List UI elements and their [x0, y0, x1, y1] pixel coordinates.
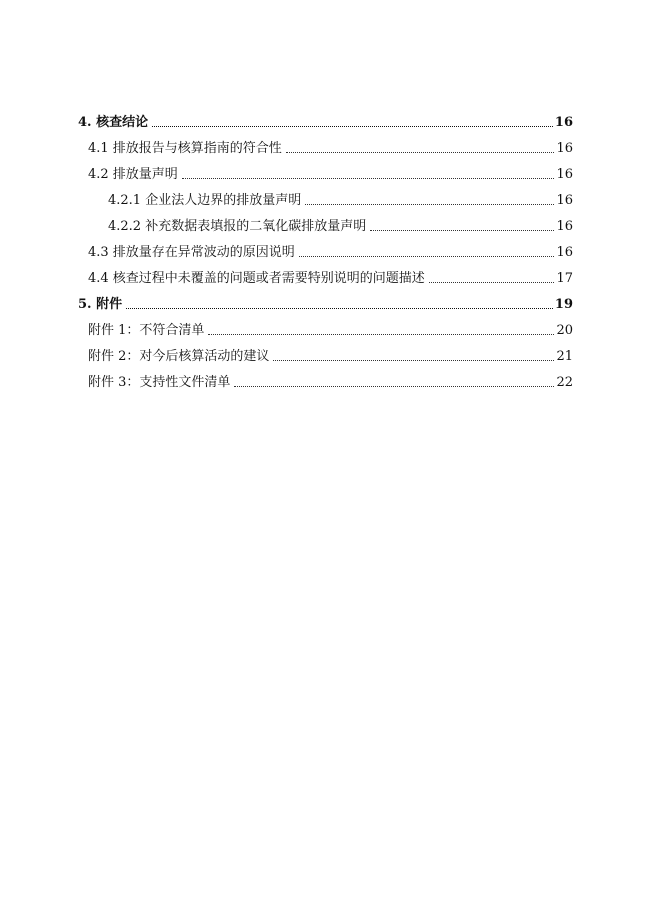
toc-entry-appendix-3[interactable]: [76, 365, 573, 391]
toc-dot-leader: [299, 255, 555, 257]
toc-entry-4-2[interactable]: [76, 157, 573, 183]
toc-entry-4-3[interactable]: [76, 235, 573, 261]
toc-entry-title: 4.2 排放量声明: [88, 167, 178, 182]
toc-page-number: 21: [556, 349, 573, 364]
toc-page-number: 17: [556, 271, 573, 286]
toc-entry-4-4[interactable]: [76, 261, 573, 287]
toc-entry-title: 4.1 排放报告与核算指南的符合性: [88, 141, 282, 156]
toc-entry-title: 5. 附件: [78, 297, 123, 312]
toc-entry-title: 附件 1：不符合清单: [88, 323, 205, 338]
toc-dot-leader: [182, 177, 555, 179]
toc-entry-title: 4.4 核查过程中未覆盖的问题或者需要特别说明的问题描述: [88, 271, 425, 286]
toc-page-number: 16: [556, 219, 573, 234]
toc-page-number: 16: [556, 141, 573, 156]
toc-entry-4-1[interactable]: [76, 131, 573, 157]
toc-entry-4-2-2[interactable]: [76, 209, 573, 235]
toc-entry-title: 4.2.1 企业法人边界的排放量声明: [108, 193, 302, 208]
toc-entry-appendix-2[interactable]: [76, 339, 573, 365]
toc-entry-title: 4.3 排放量存在异常波动的原因说明: [88, 245, 295, 260]
toc-page-number: 19: [554, 297, 573, 312]
toc-page-number: 22: [556, 375, 573, 390]
toc-dot-leader: [273, 359, 554, 361]
toc-dot-leader: [208, 333, 554, 335]
toc-page-number: 16: [556, 245, 573, 260]
toc-page-number: 16: [556, 167, 573, 182]
toc-dot-leader: [126, 307, 553, 309]
toc-entry-5[interactable]: [76, 287, 573, 313]
toc-dot-leader: [370, 229, 554, 231]
toc-dot-leader: [305, 203, 554, 205]
toc-dot-leader: [429, 281, 555, 283]
toc-entry-title: 4. 核查结论: [78, 115, 149, 130]
toc-entry-4[interactable]: [76, 105, 573, 131]
toc-dot-leader: [234, 385, 554, 387]
toc-entry-title: 附件 2：对今后核算活动的建议: [88, 349, 270, 364]
toc-dot-leader: [286, 151, 555, 153]
toc-entry-4-2-1[interactable]: [76, 183, 573, 209]
table-of-contents: [76, 105, 573, 391]
toc-entry-title: 附件 3：支持性文件清单: [88, 375, 231, 390]
toc-entry-appendix-1[interactable]: [76, 313, 573, 339]
toc-page-number: 16: [554, 115, 573, 130]
toc-page-number: 16: [556, 193, 573, 208]
toc-entry-title: 4.2.2 补充数据表填报的二氧化碳排放量声明: [108, 219, 367, 234]
toc-dot-leader: [152, 125, 553, 127]
toc-page-number: 20: [556, 323, 573, 338]
